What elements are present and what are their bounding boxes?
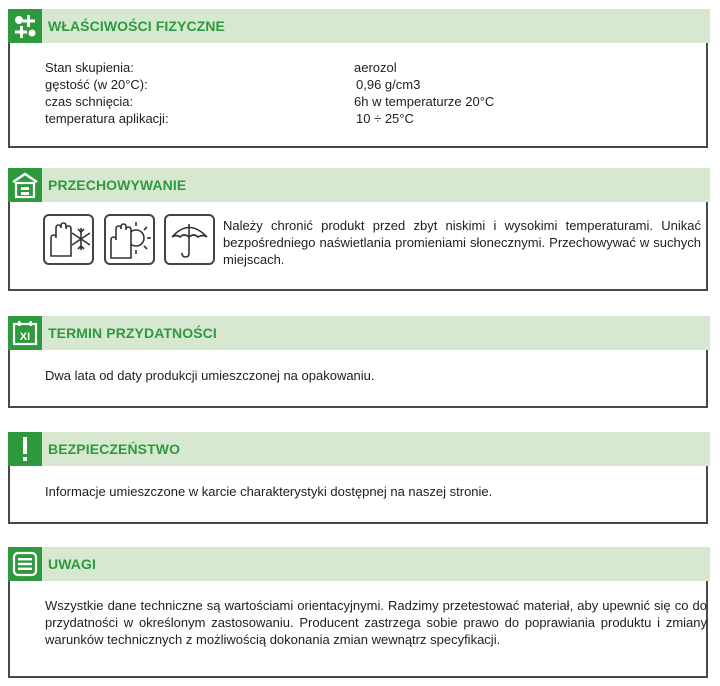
keep-dry-umbrella-icon [164, 214, 215, 265]
section-title: PRZECHOWYWANIE [48, 177, 187, 193]
keep-from-sunlight-icon [104, 214, 155, 265]
section-notes [8, 547, 710, 678]
section-body [8, 581, 708, 678]
notes-text: Wszystkie dane techniczne są wartościami orientacyjnymi. Radzimy przetestować materiał, aby upewnić się co do przydatności w określonym zastosowaniu. Producent zastrzega sobie prawo do poprawiania produktu i zmiany warunków technicznych z możliwością dokonania zmian wewnątrz specyfikacji. [45, 598, 707, 647]
property-label: gęstość (w 20°C): [45, 77, 148, 92]
section-physical-properties [8, 9, 710, 148]
section-header-bar [8, 547, 710, 581]
section-body [8, 466, 708, 524]
calendar-icon-text: XI [19, 331, 31, 343]
section-shelf-life [8, 316, 710, 408]
property-value: aerozol [354, 60, 397, 75]
property-label: Stan skupienia: [45, 60, 134, 75]
section-title: WŁAŚCIWOŚCI FIZYCZNE [48, 18, 225, 34]
property-label: temperatura aplikacji: [45, 111, 169, 126]
section-body [8, 202, 708, 291]
exclamation-icon [8, 432, 42, 466]
section-safety [8, 432, 710, 524]
section-title: TERMIN PRZYDATNOŚCI [48, 325, 217, 341]
property-value: 0,96 g/cm3 [356, 77, 421, 92]
section-storage [8, 168, 710, 291]
shelf-life-text: Dwa lata od daty produkcji umieszczonej na opakowaniu. [45, 368, 375, 383]
section-title: BEZPIECZEŃSTWO [48, 441, 181, 457]
storage-text: Należy chronić produkt przed zbyt niskimi i wysokimi temperaturami. Unikać bezpośredniego naświetlania promieniami słonecznymi. Przechowywać w suchych miejscach. [223, 218, 701, 267]
document-lines-icon [8, 547, 42, 581]
warehouse-icon [8, 168, 42, 202]
keep-from-cold-icon [43, 214, 94, 265]
calendar-icon [8, 316, 42, 350]
safety-text: Informacje umieszczone w karcie charakterystyki dostępnej na naszej stronie. [45, 484, 493, 499]
section-title: UWAGI [48, 556, 96, 572]
property-label: czas schnięcia: [45, 94, 134, 109]
molecule-icon [8, 9, 42, 43]
section-body [8, 350, 708, 408]
property-value: 10 ÷ 25°C [356, 111, 414, 126]
property-value: 6h w temperaturze 20°C [354, 94, 495, 109]
section-body [8, 43, 708, 148]
